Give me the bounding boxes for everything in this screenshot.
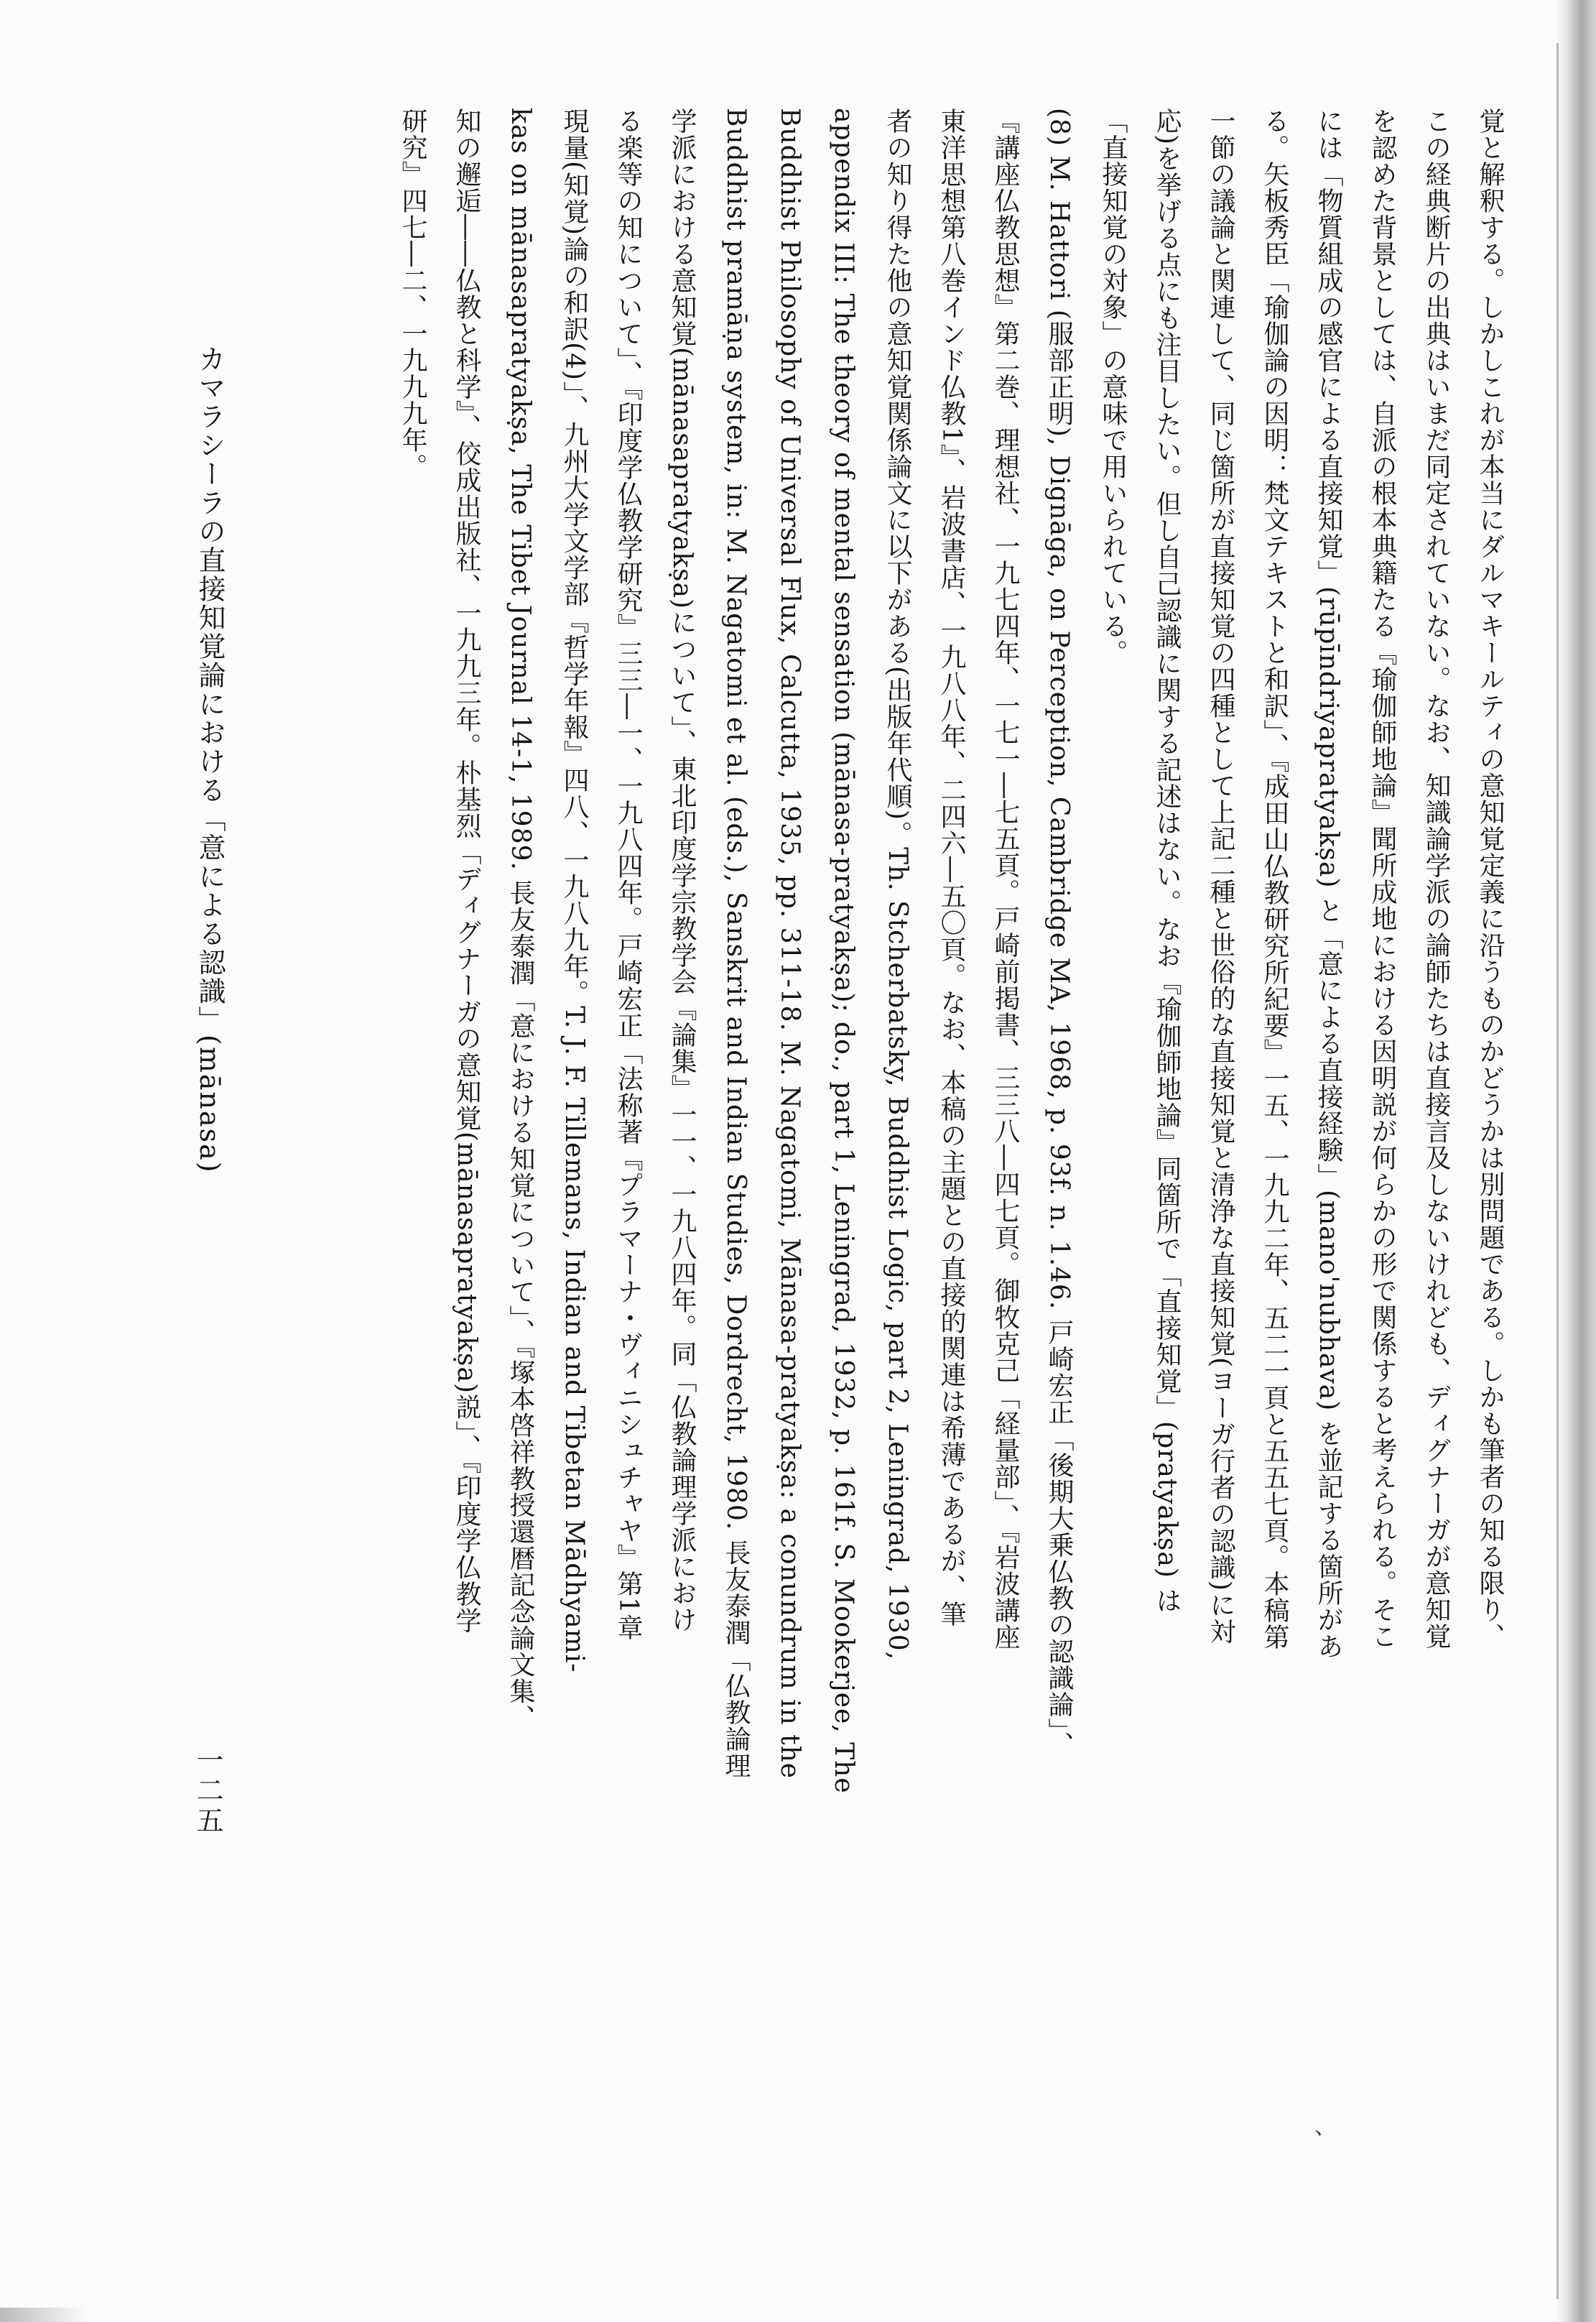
text-line-4: には「物質組成の感官による直接知覚」(rūpīndriyapratyakṣa) と「意による直接経験」(mano'nubhava) を並記する箇所があ <box>1314 108 1343 1660</box>
text-line-8: 「直接知覚の対象」の意味で用いられている。 <box>1098 108 1128 666</box>
footnote-8-line-3: 東洋思想第八巻インド仏教1』、岩波書店、一九八八年、二四六―五〇頁。なお、本稿の主題との直接的関連は希薄であるが、筆 <box>937 108 966 1627</box>
text-line-6: 一節の議論と関連して、同じ箇所が直接知覚の四種として上記二種と世俗的な直接知覚と清浄な直接知覚(ヨーガ行者の認識)に対 <box>1206 108 1235 1645</box>
text-line-3: を認めた背景としては、自派の根本典籍たる『瑜伽師地論』聞所成地における因明説が何らかの形で関係すると考えられる。そこ <box>1368 108 1397 1650</box>
running-title: カマラシーラの直接知覚論における「意による認識」(mānasa) <box>194 345 226 1174</box>
text-line-7: 応)を挙げる点にも注目したい。但し自己認識に関する記述はない。なお『瑜伽師地論』同箇所で「直接知覚」(pratyakṣa) は <box>1152 108 1182 1614</box>
text-line-1: 覚と解釈する。しかしこれが本当にダルマキールティの意知覚定義に沿うものかどうかは別問題である。しかも筆者の知る限り、 <box>1475 108 1505 1650</box>
page-edge-line <box>1556 43 1559 2299</box>
footnote-8-line-5: appendix III: The theory of mental sensation (mānasa-pratyakṣa); do., part 1, Leningrad, 1932, p. 161f. S. Mookerjee, The <box>829 108 858 1794</box>
footnote-8-line-8: 学派における意知覚(mānasapratyakṣa)について」、東北印度学宗教学会『論集』一一、一九八四年。同「仏教論理学派におけ <box>667 108 697 1634</box>
body-text <box>152 108 1517 2256</box>
footnote-8-line-12: 知の邂逅――仏教と科学』、佼成出版社、一九九三年。朴基烈「ディグナーガの意知覚(mānasapratyakṣa)説」、『印度学仏教学 <box>452 108 481 1634</box>
footnote-8-line-11: kas on mānasapratyakṣa, The Tibet Journal 14-1, 1989. 長友泰潤「意における知覚について」、『塚本啓祥教授還暦記念論文集、 <box>506 108 535 1731</box>
page-number: 一二五 <box>192 1746 223 1836</box>
scan-smudge <box>0 2308 86 2322</box>
footnote-8-line-4: 者の知り得た他の意知覚関係論文に以下がある(出版年代順)。Th. Stcherbatsky, Buddhist Logic, part 2, Leningrad, 1930, <box>883 108 912 1661</box>
footnote-8-line-9: る楽等の知について」、『印度学仏教学研究』三三―一、一九八四年。戸崎宏正「法称著『プラマーナ・ヴィニシュチャヤ』第1章 <box>613 108 643 1641</box>
footnote-8-line-6: Buddhist Philosophy of Universal Flux, Calcutta, 1935, pp. 311-18. M. Nagatomi, Mānasa-pratyakṣa: a conundrum in the <box>775 108 804 1780</box>
page-edge-shadow <box>1554 0 1596 2322</box>
text-line-5: る。矢板秀臣「瑜伽論の因明：梵文テキストと和訳」、『成田山仏教研究所紀要』一五、一九九二年、五二一頁と五五七頁。本稿第 <box>1260 108 1289 1650</box>
footnote-8-line-7: Buddhist pramāṇa system, in: M. Nagatomi et al. (eds.), Sanskrit and Indian Studies, Dordrecht, 1980. 長友泰潤「仏教論理 <box>721 108 751 1779</box>
footnote-8-line-1: (8) M. Hattori (服部正明), Dignāga, on Perception, Cambridge MA, 1968, p. 93f. n. 1.46. 戸崎宏正「後期大乗仏教の認識論」、 <box>1044 108 1074 1758</box>
margin-mark: 、 <box>1314 2114 1336 2140</box>
footnote-8-line-13: 研究』四七―二、一九九九年。 <box>398 108 427 480</box>
footnote-8-line-2: 『講座仏教思想』第二巻、理想社、一九七四年、一七一―七五頁。戸崎前掲書、三三八―四七頁。御牧克己「経量部」、『岩波講座 <box>990 108 1020 1650</box>
footnote-8-line-10: 現量(知覚)論の和訳(4)」、九州大学文学部『哲学年報』四八、一九八九年。T. J. F. Tillemans, Indian and Tibetan Mādhyami- <box>560 108 589 1673</box>
text-line-2: この経典断片の出典はいまだ同定されていない。なお、知識論学派の論師たちは直接言及しないけれども、ディグナーガが意知覚 <box>1421 108 1451 1650</box>
